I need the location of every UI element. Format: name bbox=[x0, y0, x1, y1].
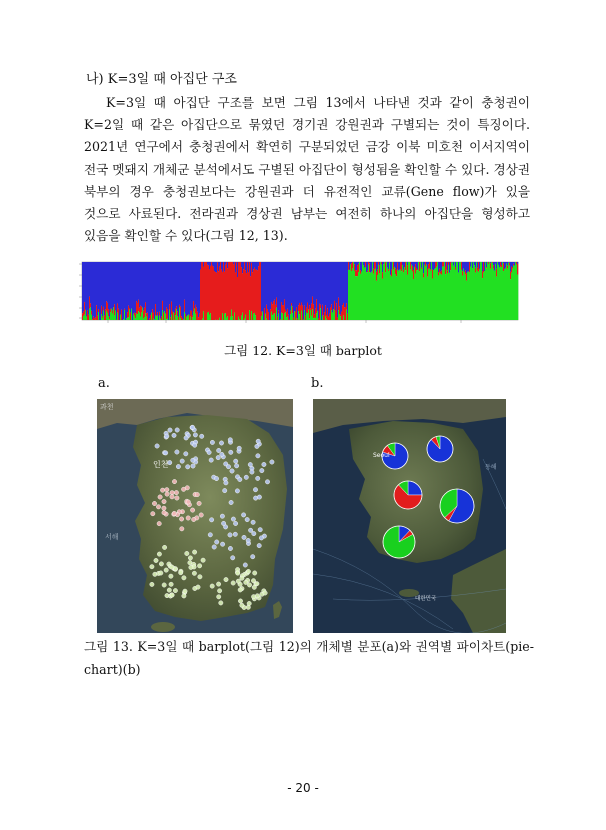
sample-point bbox=[175, 428, 179, 432]
sample-point bbox=[252, 585, 256, 589]
sample-point bbox=[170, 565, 174, 569]
sample-point bbox=[191, 464, 195, 468]
sample-point bbox=[170, 495, 174, 499]
sample-point bbox=[173, 588, 177, 592]
bar-segment-cluster_1 bbox=[517, 262, 518, 264]
sample-point bbox=[182, 594, 186, 598]
sample-point bbox=[195, 492, 199, 496]
sample-point bbox=[220, 542, 224, 546]
sample-point bbox=[217, 589, 221, 593]
sample-point bbox=[165, 492, 169, 496]
sample-point bbox=[243, 563, 247, 567]
sample-point bbox=[260, 468, 264, 472]
sample-point bbox=[256, 476, 260, 480]
sample-point bbox=[174, 490, 178, 494]
sample-point bbox=[190, 425, 194, 429]
sample-point bbox=[229, 500, 233, 504]
barplot-figure bbox=[76, 258, 520, 324]
sample-point bbox=[175, 450, 179, 454]
body-paragraph bbox=[84, 92, 530, 247]
sample-point bbox=[257, 543, 261, 547]
sample-point bbox=[234, 459, 238, 463]
sample-point bbox=[223, 488, 227, 492]
map-b-label-sea: 동해 bbox=[485, 464, 497, 471]
sample-point bbox=[210, 584, 214, 588]
sample-point bbox=[265, 480, 269, 484]
sample-point bbox=[179, 571, 183, 575]
sample-point bbox=[217, 595, 221, 599]
sample-point bbox=[182, 576, 186, 580]
sample-point bbox=[241, 513, 245, 517]
sample-point bbox=[263, 591, 267, 595]
sample-point bbox=[220, 452, 224, 456]
sample-point bbox=[156, 505, 160, 509]
sample-point bbox=[212, 545, 216, 549]
sample-point bbox=[221, 521, 225, 525]
sample-point bbox=[231, 517, 235, 521]
sample-point bbox=[251, 555, 255, 559]
sample-point bbox=[236, 571, 240, 575]
sample-point bbox=[253, 571, 257, 575]
sample-point bbox=[231, 556, 235, 560]
sample-point bbox=[240, 576, 244, 580]
sample-point bbox=[270, 460, 274, 464]
figure-13a-label: a. bbox=[98, 376, 110, 391]
sample-point bbox=[162, 511, 166, 515]
sample-point bbox=[172, 511, 176, 515]
map-a-label-sea: 서해 bbox=[105, 533, 119, 541]
sample-point bbox=[258, 528, 262, 532]
sample-point bbox=[152, 501, 156, 505]
sample-point bbox=[255, 444, 259, 448]
sample-point bbox=[164, 451, 168, 455]
sample-point bbox=[160, 488, 164, 492]
barplot-bars bbox=[82, 262, 518, 320]
sample-point bbox=[193, 443, 197, 447]
sample-point bbox=[180, 459, 184, 463]
sample-point bbox=[228, 533, 232, 537]
sample-point bbox=[262, 462, 266, 466]
sample-point bbox=[244, 580, 248, 584]
sample-point bbox=[253, 496, 257, 500]
sample-point bbox=[244, 475, 248, 479]
sample-point bbox=[242, 535, 246, 539]
sample-point bbox=[176, 464, 180, 468]
sample-point bbox=[167, 588, 171, 592]
sample-point bbox=[162, 506, 166, 510]
sample-point bbox=[155, 444, 159, 448]
sample-point bbox=[248, 528, 252, 532]
sample-point bbox=[235, 489, 239, 493]
barplot-y-ticks bbox=[79, 264, 82, 318]
sample-point bbox=[207, 450, 211, 454]
sample-point bbox=[210, 440, 214, 444]
sample-point bbox=[181, 487, 185, 491]
sample-point bbox=[228, 546, 232, 550]
sample-point bbox=[216, 582, 220, 586]
sample-point bbox=[219, 601, 223, 605]
sample-point bbox=[184, 436, 188, 440]
sample-point bbox=[234, 464, 238, 468]
sample-point bbox=[159, 571, 163, 575]
map-a-label-city: 인천 bbox=[153, 460, 169, 469]
map-b-label-city: Seoul bbox=[373, 452, 390, 459]
sample-point bbox=[238, 588, 242, 592]
sample-point bbox=[246, 605, 250, 609]
sample-point bbox=[180, 527, 184, 531]
sample-point bbox=[220, 514, 224, 518]
sample-point bbox=[230, 469, 234, 473]
bar-segment-cluster_3 bbox=[517, 275, 518, 320]
sample-point bbox=[168, 428, 172, 432]
sample-point bbox=[189, 565, 193, 569]
sample-point bbox=[192, 571, 196, 575]
pie-경상권 bbox=[440, 489, 474, 523]
sample-point bbox=[154, 558, 158, 562]
sample-point bbox=[190, 508, 194, 512]
sample-point bbox=[184, 452, 188, 456]
map-b-label-country: 대한민국 bbox=[415, 596, 437, 602]
sample-point bbox=[259, 536, 263, 540]
sample-point bbox=[188, 556, 192, 560]
sample-point bbox=[183, 589, 187, 593]
distribution-map bbox=[97, 399, 293, 633]
figure-13-caption: 그림 13. K=3일 때 barplot(그림 12)의 개체별 분포(a)와 권역별 파이차트(pie-chart)(b) bbox=[84, 639, 534, 677]
sample-point bbox=[231, 581, 235, 585]
sample-point bbox=[164, 568, 168, 572]
sample-point bbox=[159, 562, 163, 566]
sample-point bbox=[150, 565, 154, 569]
pie-강원권 bbox=[427, 436, 453, 462]
sample-point bbox=[238, 477, 242, 481]
sample-point bbox=[165, 488, 169, 492]
sample-point bbox=[198, 575, 202, 579]
sample-point bbox=[233, 532, 237, 536]
sample-point bbox=[162, 499, 166, 503]
sample-point bbox=[172, 479, 176, 483]
sample-point bbox=[197, 564, 201, 568]
sample-point bbox=[158, 495, 162, 499]
sample-point bbox=[169, 574, 173, 578]
sample-point bbox=[186, 500, 190, 504]
sample-point bbox=[226, 465, 230, 469]
paragraph-text: K=3일 때 아집단 구조를 보면 그림 13에서 나타낸 것과 같이 충청권이 K=2일 때 같은 아집단으로 묶였던 경기권 강원권과 구별되는 것이 특징이다. 2021년 연구에서 충청권에서 확연히 구분되었던 금강 이북 미호천 이서지역이 전국 멧돼지 개체군 분석에서도 구별된 아집단이 형성됨을 확인할 수 있다. 경상권 북부의 경우 충청권보다는 강원권과 더 유전적인 교류(Gene flow)가 있을 것으로 사료된다. 전라권과 경상권 남부는 여전히 하나의 아집단을 형성하고 있음을 확인할 수 있다(그림 12, 13). bbox=[84, 95, 530, 244]
sample-point bbox=[246, 569, 250, 573]
sample-point bbox=[217, 448, 221, 452]
map-a-label-topleft: 과천 bbox=[100, 403, 114, 411]
sample-point bbox=[151, 512, 155, 516]
sample-point bbox=[191, 458, 195, 462]
figure-13b-label: b. bbox=[311, 376, 324, 391]
sample-point bbox=[201, 558, 205, 562]
sample-point bbox=[209, 518, 213, 522]
sample-point bbox=[245, 517, 249, 521]
pie-전라권 bbox=[383, 526, 415, 558]
sample-point bbox=[162, 583, 166, 587]
sample-point bbox=[209, 458, 213, 462]
figure-12-caption: 그림 12. K=3일 때 barplot bbox=[224, 343, 382, 358]
sample-point bbox=[256, 454, 260, 458]
sample-point bbox=[172, 433, 176, 437]
sample-point bbox=[169, 582, 173, 586]
sample-point bbox=[162, 545, 166, 549]
sample-point bbox=[214, 476, 218, 480]
sample-point bbox=[219, 441, 223, 445]
sample-point bbox=[240, 603, 244, 607]
sample-point bbox=[246, 538, 250, 542]
sample-point bbox=[165, 434, 169, 438]
sample-point bbox=[215, 540, 219, 544]
sample-point bbox=[157, 552, 161, 556]
sample-point bbox=[236, 579, 240, 583]
sample-point bbox=[192, 517, 196, 521]
pie-chart-map bbox=[313, 399, 506, 633]
sample-point bbox=[150, 582, 154, 586]
sample-point bbox=[197, 501, 201, 505]
sample-point bbox=[193, 433, 197, 437]
sample-point bbox=[185, 551, 189, 555]
section-heading: 나) K=3일 때 아집단 구조 bbox=[86, 72, 237, 87]
sample-point bbox=[253, 488, 257, 492]
sample-point bbox=[186, 465, 190, 469]
sample-point bbox=[248, 462, 252, 466]
sample-point bbox=[186, 516, 190, 520]
sample-point bbox=[233, 521, 237, 525]
sample-point bbox=[229, 450, 233, 454]
page-number: - 20 - bbox=[287, 781, 319, 795]
sample-point bbox=[179, 517, 183, 521]
sample-point bbox=[237, 446, 241, 450]
jeju-island bbox=[151, 622, 175, 632]
sample-point bbox=[200, 434, 204, 438]
sample-point bbox=[250, 470, 254, 474]
sample-point bbox=[170, 593, 174, 597]
sample-point bbox=[224, 481, 228, 485]
sample-point bbox=[157, 521, 161, 525]
sample-point bbox=[228, 438, 232, 442]
sample-point bbox=[224, 577, 228, 581]
sample-point bbox=[199, 513, 203, 517]
barplot-x-ticks bbox=[108, 320, 461, 323]
sample-point bbox=[192, 550, 196, 554]
sample-point bbox=[208, 533, 212, 537]
sample-point bbox=[175, 496, 179, 500]
sample-point bbox=[256, 439, 260, 443]
bar-segment-cluster_2 bbox=[517, 264, 518, 275]
sample-point bbox=[251, 595, 255, 599]
sample-point bbox=[238, 599, 242, 603]
pie-충청권 bbox=[394, 481, 422, 509]
sample-point bbox=[170, 491, 174, 495]
sample-point bbox=[216, 455, 220, 459]
sample-point bbox=[196, 585, 200, 589]
sample-point bbox=[251, 520, 255, 524]
